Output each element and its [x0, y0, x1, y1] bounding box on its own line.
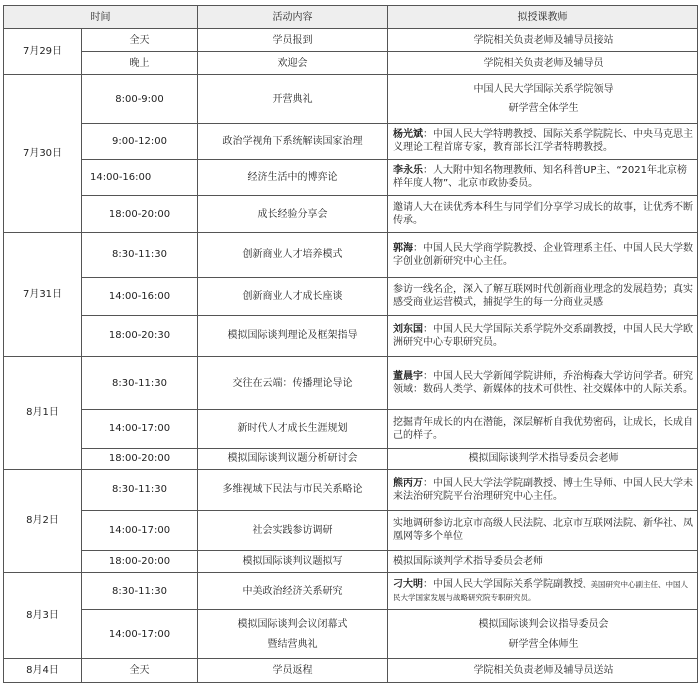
table-row [4, 277, 698, 315]
header-row [4, 6, 698, 29]
teacher-cell [388, 315, 698, 356]
table-row [4, 356, 698, 409]
header-teacher: 拟授课教师 [388, 6, 698, 29]
activity-line: 模拟国际谈判会议闭幕式 [237, 618, 348, 630]
time-cell: 18:00-20:00 [82, 551, 198, 573]
table-row [4, 75, 698, 123]
activity-cell: 社会实践参访调研 [198, 510, 388, 550]
teacher-cell: 实地调研参访北京市高级人民法院、北京市互联网法院、新华社、凤凰网等多个单位 [388, 510, 698, 550]
date-cell: 8月1日 [4, 356, 82, 469]
teacher-desc: ：中国人民大学国际关系学院外交系副教授，中国人民大学欧洲研究中心专职研究员。 [393, 323, 693, 348]
time-cell: 9:00-12:00 [82, 123, 198, 159]
teacher-desc: ：人大附中知名物理教师、知名科普UP主、“2021年北京榜样年度人物”、北京市政协委员。 [393, 165, 687, 190]
activity-cell: 学员返程 [198, 658, 388, 682]
teacher-cell: 学院相关负责老师及辅导员接站 [388, 29, 698, 52]
activity-cell: 新时代人才成长生涯规划 [198, 410, 388, 448]
date-cell: 7月29日 [4, 29, 82, 75]
teacher-desc: ：中国人民大学国际关系学院副教授 [423, 579, 583, 591]
table-row [4, 469, 698, 510]
activity-cell: 模拟国际谈判议题分析研讨会 [198, 448, 388, 469]
activity-cell: 创新商业人才成长座谈 [198, 277, 388, 315]
teacher-line: 研学营全体师生 [508, 638, 579, 650]
activity-cell: 成长经验分享会 [198, 196, 388, 233]
teacher-cell [388, 123, 698, 159]
activity-cell: 经济生活中的博弈论 [198, 159, 388, 195]
time-cell: 全天 [82, 658, 198, 682]
teacher-name: 刁大明 [393, 579, 423, 591]
header-activity: 活动内容 [198, 6, 388, 29]
activity-cell: 政治学视角下系统解读国家治理 [198, 123, 388, 159]
time-cell: 14:00-17:00 [82, 510, 198, 550]
teacher-name: 李永乐 [393, 165, 423, 177]
teacher-cell: 学院相关负责老师及辅导员 [388, 52, 698, 75]
table-row [4, 610, 698, 658]
time-cell: 18:00-20:00 [82, 196, 198, 233]
teacher-name: 刘东国 [393, 323, 423, 335]
time-cell: 全天 [82, 29, 198, 52]
table-row [4, 29, 698, 52]
date-cell: 8月3日 [4, 573, 82, 659]
time-cell: 14:00-16:00 [82, 159, 198, 195]
schedule-table [3, 5, 698, 683]
teacher-name: 杨光斌 [393, 129, 423, 141]
teacher-cell: 模拟国际谈判学术指导委员会老师 [388, 551, 698, 573]
teacher-desc: ：中国人民大学法学院副教授、博士生导师、中国人民大学未来法治研究院平台治理研究中心主任。 [393, 477, 693, 502]
activity-cell: 学员报到 [198, 29, 388, 52]
activity-cell [198, 610, 388, 658]
teacher-desc: ：中国人民大学特聘教授、国际关系学院院长、中央马克思主义理论工程首席专家，教育部长江学者特聘教授。 [393, 129, 693, 154]
time-cell: 8:30-11:30 [82, 573, 198, 610]
date-cell: 7月30日 [4, 75, 82, 233]
teacher-cell: 参访一线名企，深入了解互联网时代创新商业理念的发展趋势；真实感受商业运营模式，捕捉学生的每一分商业灵感 [388, 277, 698, 315]
table-row [4, 196, 698, 233]
table-row [4, 658, 698, 682]
activity-cell: 创新商业人才培养模式 [198, 233, 388, 277]
teacher-cell: 模拟国际谈判学术指导委员会老师 [388, 448, 698, 469]
table-row [4, 315, 698, 356]
table-row [4, 551, 698, 573]
table-row [4, 410, 698, 448]
activity-cell: 中美政治经济关系研究 [198, 573, 388, 610]
teacher-cell [388, 75, 698, 123]
time-cell: 8:30-11:30 [82, 469, 198, 510]
table-row [4, 159, 698, 195]
activity-cell: 模拟国际谈判理论及框架指导 [198, 315, 388, 356]
teacher-name: 熊丙万 [393, 477, 423, 489]
time-cell: 14:00-17:00 [82, 410, 198, 448]
teacher-name: 郭海 [393, 242, 413, 254]
time-cell: 14:00-17:00 [82, 610, 198, 658]
time-cell: 晚上 [82, 52, 198, 75]
teacher-cell [388, 573, 698, 610]
time-cell: 8:30-11:30 [82, 233, 198, 277]
teacher-name: 董晨宇 [393, 371, 423, 383]
time-cell: 8:30-11:30 [82, 356, 198, 409]
table-row [4, 233, 698, 277]
teacher-cell: 挖掘青年成长的内在潜能，深层解析自我优势密码，让成长，长成自己的样子。 [388, 410, 698, 448]
table-row [4, 123, 698, 159]
activity-cell: 开营典礼 [198, 75, 388, 123]
teacher-desc: ：中国人民大学新闻学院讲师，乔治梅森大学访问学者。研究领域：数码人类学、新媒体的技术可供性、社交媒体中的人际关系。 [393, 371, 693, 396]
table-row [4, 573, 698, 610]
date-cell: 8月2日 [4, 469, 82, 573]
table-row [4, 510, 698, 550]
activity-cell: 欢迎会 [198, 52, 388, 75]
teacher-cell [388, 610, 698, 658]
teacher-cell [388, 233, 698, 277]
activity-cell: 多维视域下民法与市民关系略论 [198, 469, 388, 510]
teacher-desc: ：中国人民大学商学院教授、企业管理系主任、中国人民大学数字创业创新研究中心主任。 [393, 242, 693, 267]
teacher-desc-small: 、美国研究中心副主任、中国人民大学国家发展与战略研究院专职研究员。 [393, 580, 688, 603]
date-cell: 7月31日 [4, 233, 82, 357]
time-cell: 8:00-9:00 [82, 75, 198, 123]
teacher-line: 模拟国际谈判会议指导委员会 [478, 618, 609, 630]
time-cell: 18:00-20:30 [82, 315, 198, 356]
time-cell: 14:00-16:00 [82, 277, 198, 315]
date-cell: 8月4日 [4, 658, 82, 682]
table-row [4, 448, 698, 469]
header-time: 时间 [4, 6, 198, 29]
activity-cell: 模拟国际谈判议题拟写 [198, 551, 388, 573]
activity-line: 暨结营典礼 [267, 638, 318, 650]
table-row [4, 52, 698, 75]
activity-cell: 交往在云端：传播理论导论 [198, 356, 388, 409]
teacher-cell: 邀请人大在读优秀本科生与同学们分享学习成长的故事，让优秀不断传承。 [388, 196, 698, 233]
teacher-cell [388, 159, 698, 195]
teacher-cell [388, 356, 698, 409]
teacher-cell [388, 469, 698, 510]
teacher-cell: 学院相关负责老师及辅导员送站 [388, 658, 698, 682]
teacher-line: 中国人民大学国际关系学院领导 [473, 84, 614, 96]
time-cell: 18:00-20:00 [82, 448, 198, 469]
teacher-line: 研学营全体学生 [508, 103, 579, 115]
